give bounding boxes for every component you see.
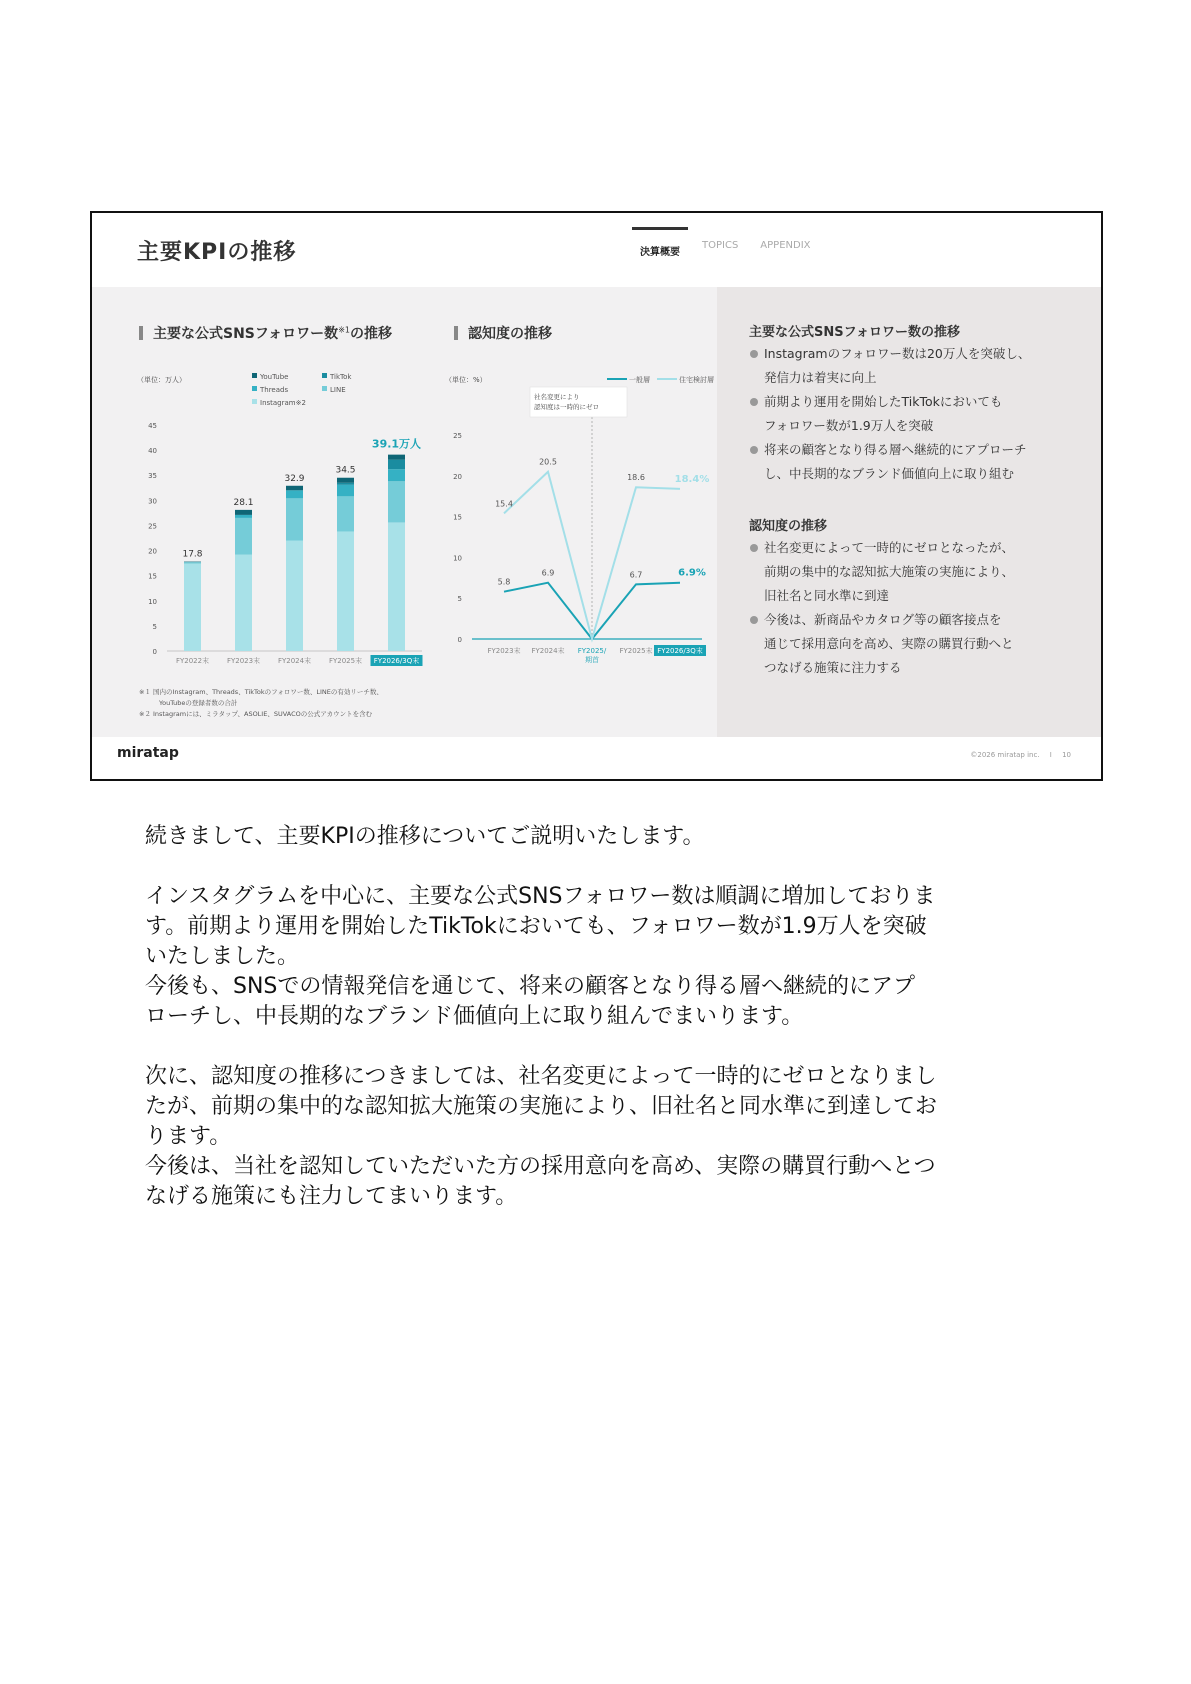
narration-line: ります。 <box>145 1124 232 1149</box>
annotation-text: 社名変更により <box>534 393 580 401</box>
data-label: 6.9% <box>678 567 706 579</box>
x-tick-label: FY2022末 <box>175 657 210 665</box>
summary-panel <box>717 287 1101 737</box>
list-item <box>749 342 1089 390</box>
legend-swatch <box>252 386 257 391</box>
title-marker <box>454 326 458 340</box>
bullet-line: 社名変更によって一時的にゼロとなったが、 <box>764 540 1015 555</box>
legend-swatch <box>322 386 327 391</box>
bar-segment <box>388 469 405 481</box>
total-label: 28.1 <box>233 497 254 508</box>
legend-label: YouTube <box>260 373 289 381</box>
list-item <box>749 390 1089 438</box>
bullet-line: 発信力は着実に向上 <box>764 370 877 385</box>
awareness-chart-title-text: 認知度の推移 <box>468 326 552 342</box>
chart-notes <box>139 687 383 720</box>
bar-segment <box>235 510 252 515</box>
y-tick-label: 5 <box>457 595 462 604</box>
narration-p2 <box>145 882 1065 1032</box>
bar-segment <box>337 531 354 651</box>
y-tick-label: 30 <box>148 497 157 506</box>
data-label: 6.7 <box>629 570 643 580</box>
bar-segment <box>337 485 354 497</box>
y-tick-label: 0 <box>457 636 462 644</box>
x-tick-label: FY2023末 <box>226 657 261 665</box>
x-tick-label: FY2026/3Q末 <box>657 647 703 655</box>
narration-line: 続きまして、主要KPIの推移についてご説明いたします。 <box>145 824 705 849</box>
sns-chart-title <box>139 323 392 343</box>
bullet-line: Instagramのフォロワー数は20万人を突破し、 <box>764 346 1031 361</box>
logo: miratap <box>117 745 179 761</box>
bullet-line: 旧社名と同水準に到達 <box>764 588 890 603</box>
slide-content <box>92 287 1101 737</box>
narration-line: 今後は、当社を認知していただいた方の採用意向を高め、実際の購買行動へとつ <box>145 1154 936 1179</box>
bar-segment <box>286 498 303 540</box>
narration-line: 次に、認知度の推移につきましては、社名変更によって一時的にゼロとなりまし <box>145 1064 937 1089</box>
copyright-text: ©2026 miratap inc. <box>970 751 1040 759</box>
summary-awareness-list <box>749 536 1089 680</box>
awareness-chart <box>442 367 714 664</box>
summary-awareness-title: 認知度の推移 <box>749 519 828 534</box>
footer-copyright <box>970 751 1071 759</box>
bullet-line: し、中長期的なブランド価値向上に取り組む <box>764 466 1015 481</box>
narration-line: たが、前期の集中的な認知拡大施策の実施により、旧社名と同水準に到達してお <box>145 1094 938 1119</box>
x-tick-label: FY2025末 <box>328 657 363 665</box>
note-1-cont: YouTubeの登録者数の合計 <box>159 699 238 707</box>
unit-label: （単位：万人） <box>137 376 186 384</box>
data-label: 6.9 <box>541 568 555 578</box>
bar-segment <box>388 522 405 651</box>
y-tick-label: 0 <box>152 648 157 656</box>
bar-segment <box>337 478 354 483</box>
y-tick-label: 35 <box>148 472 157 481</box>
y-tick-label: 15 <box>148 572 157 581</box>
unit-label: （単位：%） <box>445 376 487 384</box>
narration-line: ローチし、中長期的なブランド価値向上に取り組んでまいります。 <box>145 1004 804 1029</box>
note-2: ※２ Instagramには、ミラタップ、ASOLIE、SUVACOの公式アカウントを含む <box>139 710 373 718</box>
annotation-text: 認知度は一時的にゼロ <box>534 403 599 411</box>
legend-swatch <box>252 373 257 378</box>
legend-swatch <box>252 399 257 404</box>
x-tick-label: FY2025/ <box>577 647 607 655</box>
x-tick-label: FY2024末 <box>531 647 565 655</box>
sns-chart-title-tail: の推移 <box>349 326 392 342</box>
y-tick-label: 10 <box>453 554 462 563</box>
bar-segment <box>286 486 303 491</box>
total-label: 34.5 <box>335 465 356 476</box>
bullet-line: 通じて採用意向を高め、実際の購買行動へと <box>764 636 1014 651</box>
legend-label: 一般層 <box>629 376 650 384</box>
summary-sns-title: 主要な公式SNSフォロワー数の推移 <box>749 325 960 340</box>
x-tick-label: FY2023末 <box>487 647 521 655</box>
annotation-box <box>530 387 627 417</box>
legend-label: Threads <box>260 386 289 394</box>
legend-label: Instagram※2 <box>260 399 306 407</box>
summary-sns-list <box>749 342 1089 486</box>
note-1: ※１ 国内のInstagram、Threads、TikTokのフォロワー数、LINEの有効リーチ数、 <box>139 688 383 696</box>
bullet-line: フォロワー数が1.9万人を突破 <box>764 418 934 433</box>
narration-line: いたしました。 <box>145 944 300 969</box>
title-marker <box>139 326 143 340</box>
page-separator: I <box>1049 751 1052 759</box>
list-item <box>749 608 1089 680</box>
sns-chart-title-main: 主要な公式SNSフォロワー数 <box>153 326 339 342</box>
slide-nav <box>632 227 825 265</box>
sns-chart-title-sup: ※1 <box>338 325 350 335</box>
y-tick-label: 10 <box>148 597 157 606</box>
bar-segment <box>337 483 354 485</box>
y-tick-label: 45 <box>148 422 157 430</box>
narration-line: 今後も、SNSでの情報発信を通じて、将来の顧客となり得る層へ継続的にアプ <box>145 974 915 999</box>
narration-line: なげる施策にも注力してまいります。 <box>145 1184 518 1209</box>
legend-swatch <box>322 373 327 378</box>
total-label: 17.8 <box>182 549 203 560</box>
slide <box>90 211 1103 781</box>
data-label: 15.4 <box>495 499 513 509</box>
narration-p3 <box>145 1062 1065 1212</box>
data-label: 18.4% <box>674 473 710 485</box>
narration-p1 <box>145 822 1065 852</box>
bullet-line: 将来の顧客となり得る層へ継続的にアプローチ <box>764 442 1027 457</box>
x-tick-label: FY2025末 <box>619 647 653 655</box>
bar-segment <box>235 515 252 518</box>
bar-segment <box>184 562 201 564</box>
awareness-chart-title <box>454 323 552 343</box>
y-tick-label: 40 <box>148 447 157 456</box>
bar-segment <box>184 562 201 563</box>
list-item <box>749 438 1089 486</box>
y-tick-label: 25 <box>148 522 157 531</box>
bar-segment <box>388 481 405 522</box>
bullet-line: 前期より運用を開始したTikTokにおいても <box>764 394 1003 409</box>
bar-segment <box>286 541 303 651</box>
bar-segment <box>184 564 201 651</box>
x-tick-label: 期首 <box>585 656 599 664</box>
bar-segment <box>388 460 405 470</box>
slide-title: 主要KPIの推移 <box>137 240 297 265</box>
legend-label: 住宅検討層 <box>679 376 714 384</box>
tab-summary[interactable]: 決算概要 <box>632 227 688 265</box>
y-tick-label: 5 <box>152 622 157 631</box>
bar-segment <box>235 518 252 555</box>
legend-label: LINE <box>330 386 346 394</box>
y-tick-label: 25 <box>453 432 462 440</box>
bar-segment <box>337 496 354 531</box>
bullet-line: 今後は、新商品やカタログ等の顧客接点を <box>764 612 1002 627</box>
sns-follower-chart <box>132 367 432 697</box>
bar-segment <box>235 555 252 651</box>
bar-segment <box>388 455 405 460</box>
y-tick-label: 20 <box>453 472 462 481</box>
legend-label: TikTok <box>330 373 352 381</box>
bullet-line: 前期の集中的な認知拡大施策の実施により、 <box>764 564 1015 579</box>
data-label: 20.5 <box>539 457 557 467</box>
narration-line: インスタグラムを中心に、主要な公式SNSフォロワー数は順調に増加しておりま <box>145 884 936 909</box>
total-label: 32.9 <box>284 473 305 484</box>
tab-topics[interactable]: TOPICS <box>702 240 739 251</box>
bar-segment <box>286 490 303 498</box>
total-label: 39.1万人 <box>371 437 422 451</box>
narration-line: す。前期より運用を開始したTikTokにおいても、フォロワー数が1.9万人を突破 <box>145 914 927 939</box>
x-tick-label: FY2026/3Q末 <box>373 657 420 665</box>
list-item <box>749 536 1089 608</box>
data-label: 5.8 <box>497 577 511 587</box>
page-number: 10 <box>1062 751 1071 759</box>
y-tick-label: 20 <box>148 547 157 556</box>
bullet-line: つなげる施策に注力する <box>764 660 902 675</box>
x-tick-label: FY2024末 <box>277 657 312 665</box>
data-label: 18.6 <box>627 473 645 483</box>
tab-appendix[interactable]: APPENDIX <box>760 240 811 251</box>
y-tick-label: 15 <box>453 513 462 522</box>
